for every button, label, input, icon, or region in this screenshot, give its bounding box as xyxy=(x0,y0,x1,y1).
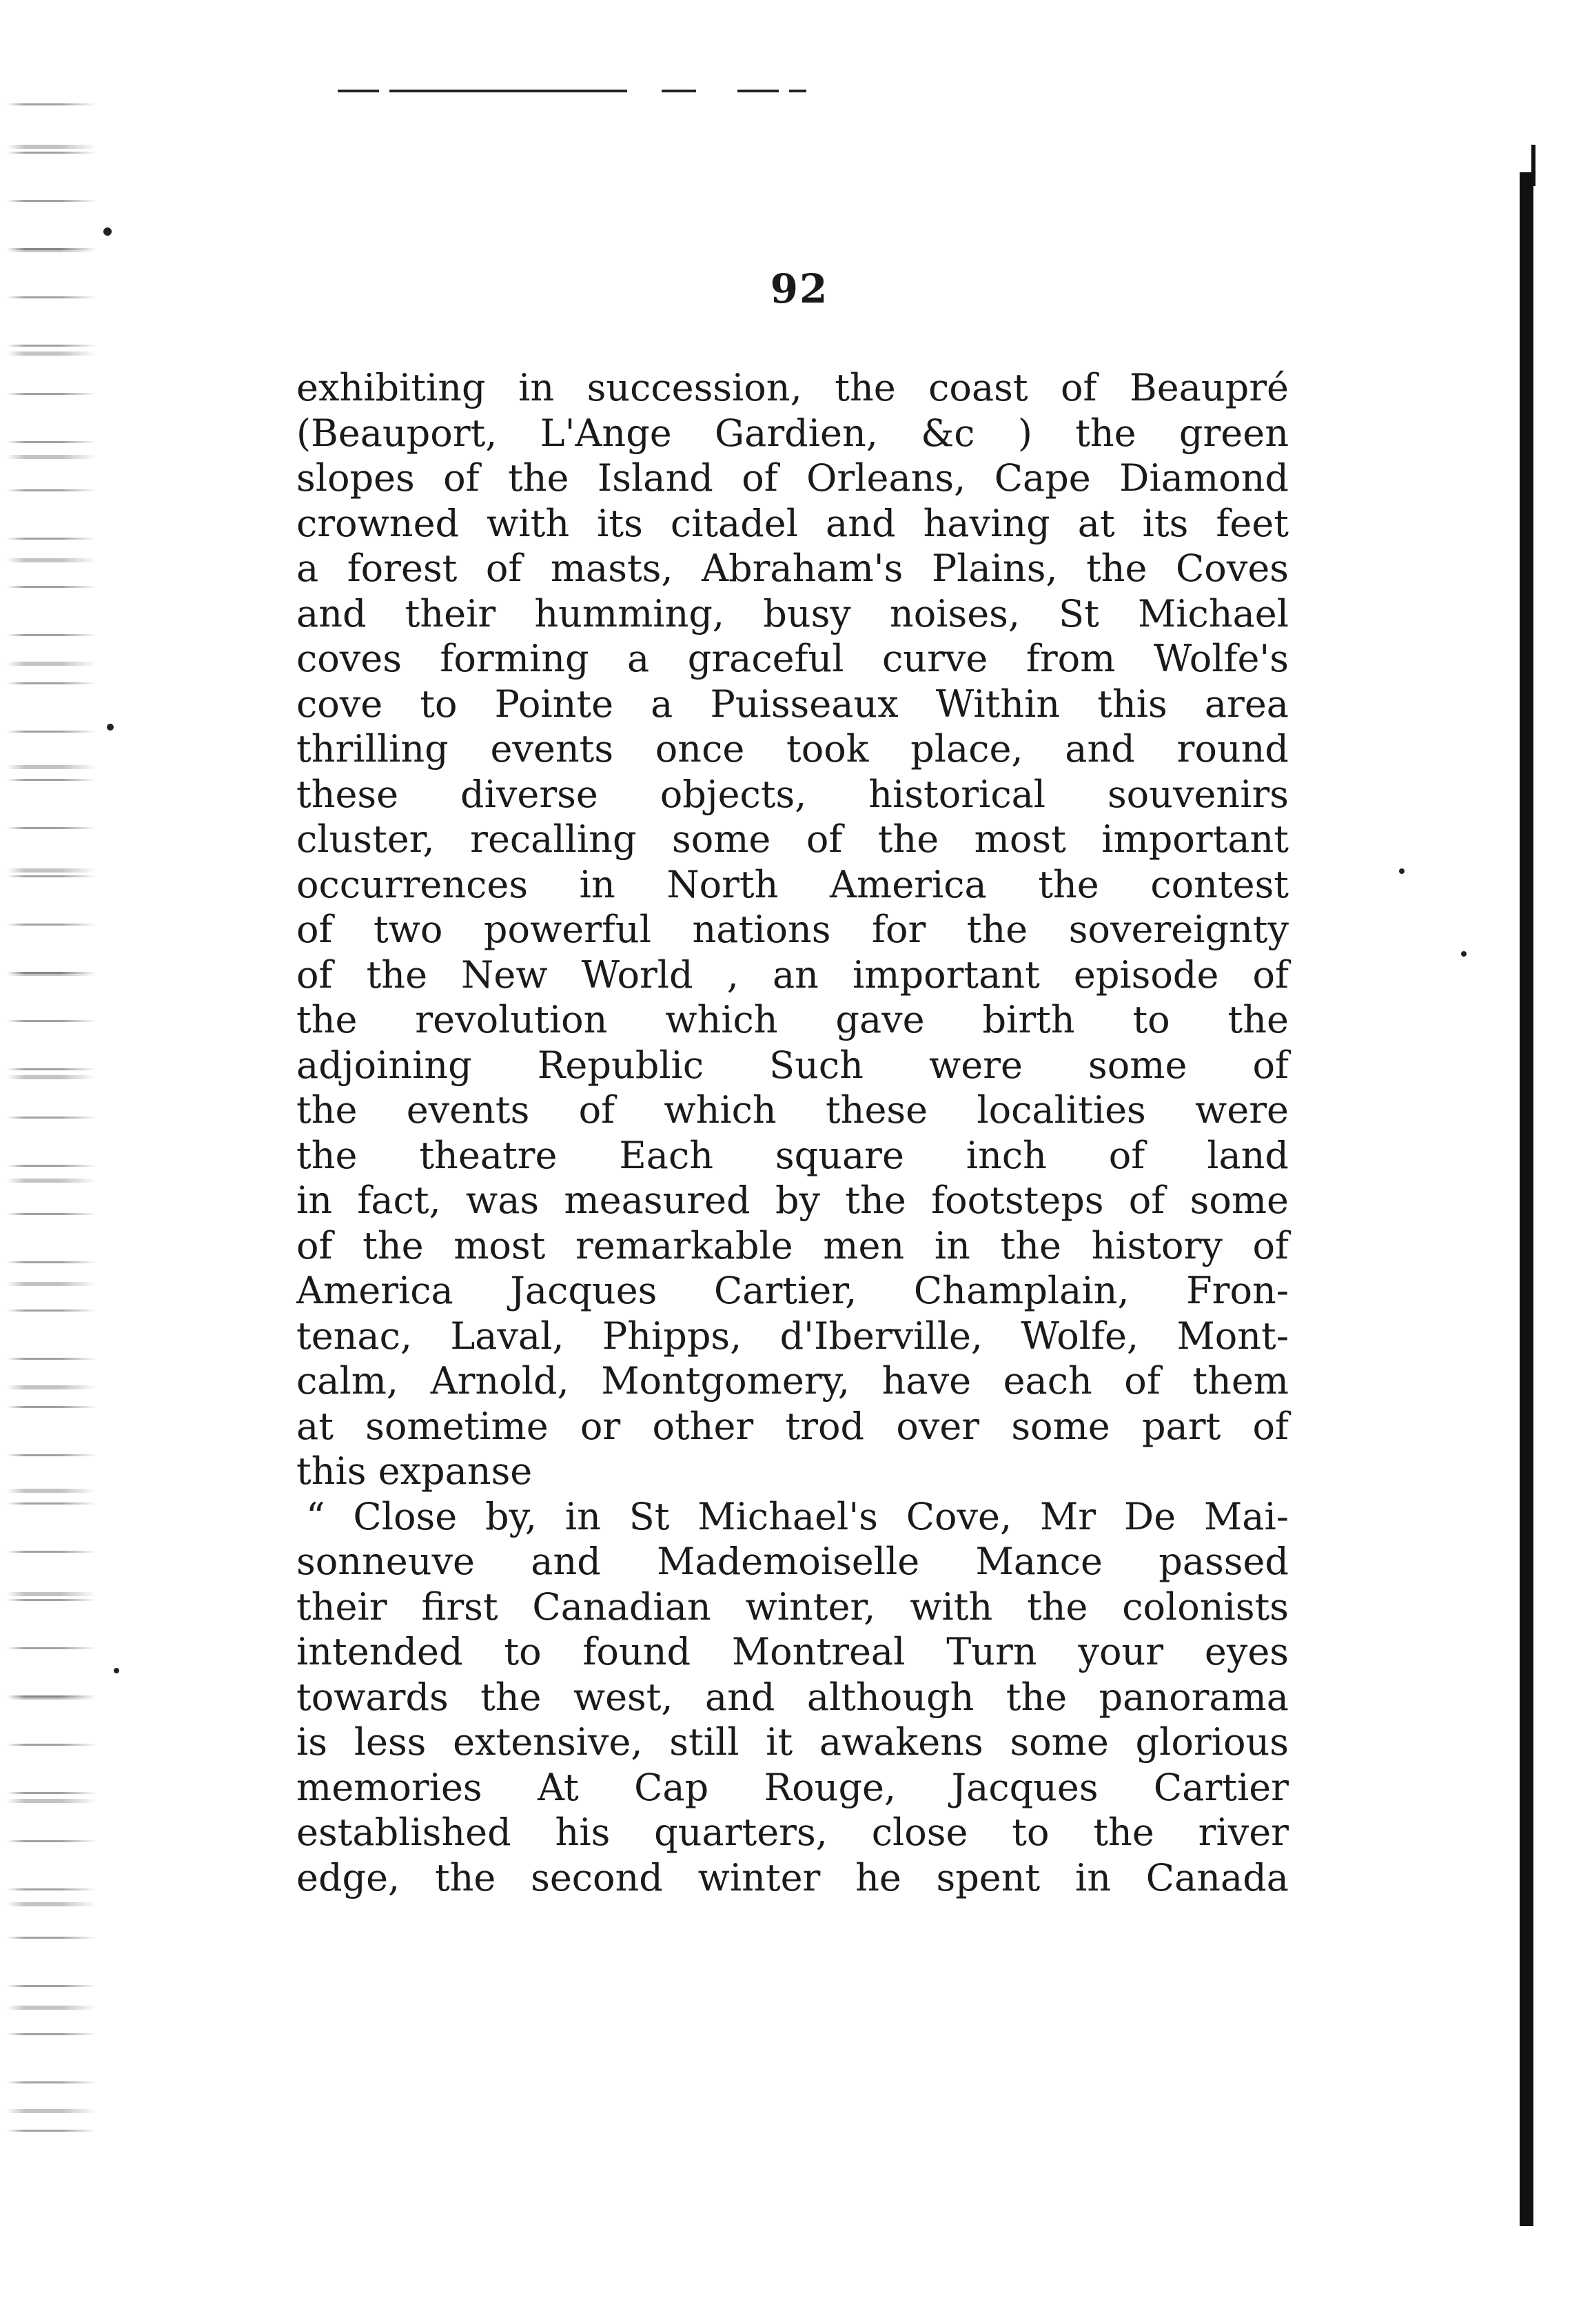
text-line: a forest of masts, Abraham's Plains, the Coves xyxy=(296,547,1289,590)
text-line: the revolution which gave birth to the xyxy=(296,998,1289,1041)
text-line: the theatre Each square inch of land xyxy=(296,1133,1289,1177)
text-line: the events of which these localities were xyxy=(296,1088,1289,1132)
text-line: tenac, Laval, Phipps, d'Iberville, Wolfe, Mont- xyxy=(296,1314,1289,1358)
text-line: (Beauport, L'Ange Gardien, &c ) the green xyxy=(296,411,1289,455)
text-line: sonneuve and Mademoiselle Mance passed xyxy=(296,1540,1289,1583)
text-line: this expanse xyxy=(296,1449,533,1493)
scan-speck xyxy=(1399,868,1405,874)
text-line: their first Canadian winter, with the colonists xyxy=(296,1584,1289,1629)
text-line: these diverse objects, historical souvenirs xyxy=(296,772,1289,816)
text-line: is less extensive, still it awakens some glorious xyxy=(296,1720,1289,1764)
scan-speck xyxy=(103,227,112,236)
top-rule-artifact xyxy=(338,90,806,92)
text-line: at sometime or other trod over some part of xyxy=(296,1404,1289,1448)
text-line: coves forming a graceful curve from Wolfe's xyxy=(296,637,1289,680)
text-line: occurrences in North America the contest xyxy=(296,862,1289,906)
body-text xyxy=(296,365,1289,1900)
text-line: of the New World , an important episode of xyxy=(296,952,1289,997)
scan-edge-noise xyxy=(7,83,96,2150)
text-line: in fact, was measured by the footsteps of some xyxy=(296,1179,1289,1222)
text-line: towards the west, and although the panorama xyxy=(296,1675,1289,1719)
text-line: adjoining Republic Such were some of xyxy=(296,1043,1289,1087)
text-line: of the most remarkable men in the history of xyxy=(296,1223,1289,1267)
text-line: thrilling events once took place, and round xyxy=(296,727,1289,771)
text-line: and their humming, busy noises, St Michael xyxy=(296,591,1289,635)
text-line: “ Close by, in St Michael's Cove, Mr De Mai- xyxy=(306,1494,1289,1538)
text-line: of two powerful nations for the sovereignty xyxy=(296,908,1289,951)
text-line: crowned with its citadel and having at its feet xyxy=(296,501,1289,545)
scan-speck xyxy=(107,724,114,731)
text-line: edge, the second winter he spent in Canada xyxy=(296,1855,1289,1899)
text-line: exhibiting in succession, the coast of Beaupré xyxy=(296,366,1289,409)
text-line: cove to Pointe a Puisseaux Within this area xyxy=(296,682,1289,726)
scan-speck xyxy=(1461,951,1467,957)
text-line: cluster, recalling some of the most important xyxy=(296,817,1289,861)
text-line: slopes of the Island of Orleans, Cape Diamond xyxy=(296,456,1289,500)
text-line: memories At Cap Rouge, Jacques Cartier xyxy=(296,1765,1289,1809)
right-edge-bar xyxy=(1520,172,1533,2226)
text-line: intended to found Montreal Turn your eyes xyxy=(296,1630,1289,1673)
page-number: 92 xyxy=(770,265,829,312)
scan-speck xyxy=(114,1668,119,1673)
text-line: America Jacques Cartier, Champlain, Fron- xyxy=(296,1269,1289,1312)
text-line: calm, Arnold, Montgomery, have each of them xyxy=(296,1359,1289,1403)
text-line: established his quarters, close to the river xyxy=(296,1811,1289,1854)
